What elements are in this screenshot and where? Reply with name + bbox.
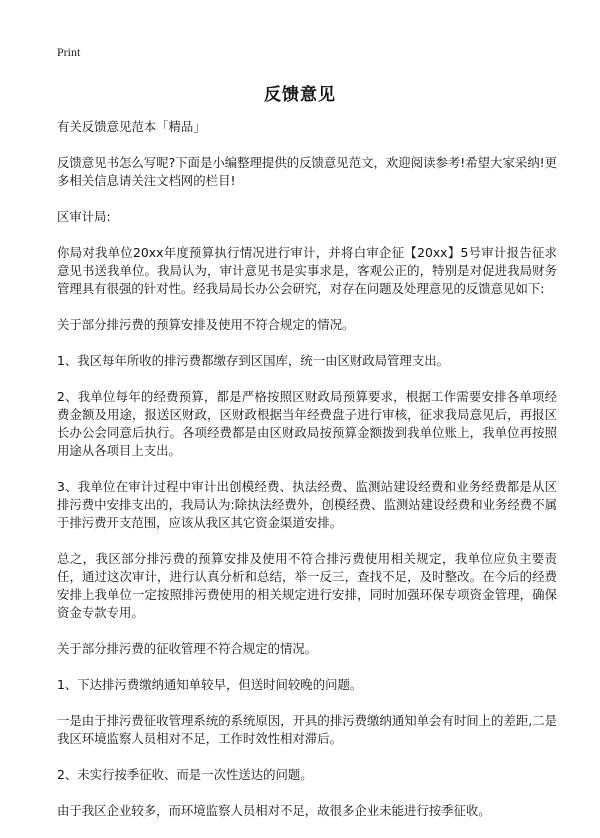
document-body <box>57 118 557 838</box>
section-heading-budget: 关于部分排污费的预算安排及使用不符合规定的情况。 <box>57 317 355 332</box>
budget-point-1: 1、我区每年所收的排污费都缴存到区国库，统一由区财政局管理支出。 <box>57 353 449 368</box>
collection-point-1-detail: 一是由于排污费征收管理系统的系统原因，开具的排污费缴纳通知单会有时间上的差距,二是我区环境监察人员相对不足，工作时效性相对滞后。 <box>57 713 557 746</box>
budget-summary: 总之，我区部分排污费的预算安排及使用不符合排污费使用相关规定，我单位应负主要责任，通过这次审计，进行认真分析和总结，举一反三，查找不足，及时整改。在今后的经费安排上我单位一定按照排污费使用的相关规定进行安排，同时加强环保专项资金管理，确保资金专款专用。 <box>57 551 557 620</box>
collection-point-2-detail: 由于我区企业较多，而环境监察人员相对不足，故很多企业未能进行按季征收。 <box>57 803 491 818</box>
budget-point-3: 3、我单位在审计过程中审计出创模经费、执法经费、监测站建设经费和业务经费都是从区排污费中安排支出的，我局认为:除执法经费外，创模经费、监测站建设经费和业务经费不属于排污费开支范围，应该从我区其它资金渠道安排。 <box>57 479 557 530</box>
section-heading-collection: 关于部分排污费的征收管理不符合规定的情况。 <box>57 641 318 656</box>
opening-paragraph: 你局对我单位20xx年度预算执行情况进行审计，并将白审企征【20xx】5号审计报告征求意见书送我单位。我局认为，审计意见书是实事求是，客观公正的，特别是对促进我局财务管理具有很强的针对性。经我局局长办公会研究，对存在问题及处理意见的反馈意见如下: <box>57 245 557 296</box>
intro-paragraph: 反馈意见书怎么写呢?下面是小编整理提供的反馈意见范文，欢迎阅读参考!希望大家采纳!更多相关信息请关注文档网的栏目! <box>57 155 557 188</box>
budget-point-2: 2、我单位每年的经费预算，都是严格按照区财政局预算要求，根据工作需要安排各单项经费金额及用途，报送区财政，区财政根据当年经费盘子进行审核，征求我局意见后，再报区长办公会同意后执行。各项经费都是由区财政局按预算金额拨到我单位账上，我单位再按照用途从各项目上支出。 <box>57 389 557 458</box>
document-title: 反馈意见 <box>264 85 336 105</box>
collection-point-1: 1、下达排污费缴纳通知单较早，但送时间较晚的问题。 <box>57 677 363 692</box>
print-label: Print <box>57 45 81 59</box>
salutation: 区审计局: <box>57 209 111 224</box>
collection-point-2: 2、未实行按季征收、而是一次性送达的问题。 <box>57 767 313 782</box>
intro-heading: 有关反馈意见范本「精品」 <box>57 119 206 134</box>
